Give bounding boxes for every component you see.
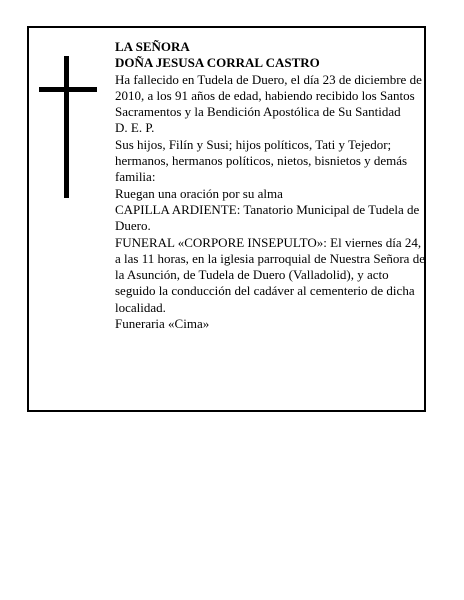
cross-icon (39, 56, 97, 198)
dep-line: D. E. P. (115, 120, 155, 136)
notice-text (115, 39, 425, 332)
prayer-request: Ruegan una oración por su alma (115, 185, 283, 201)
deceased-name: DOÑA JESUSA CORRAL CASTRO (115, 55, 320, 71)
funeral-home: Funeraria «Cima» (115, 316, 210, 332)
obituary-notice (27, 26, 426, 412)
notice-title: LA SEÑORA (115, 39, 190, 54)
cross-horizontal-bar (39, 87, 97, 92)
chapel-info: CAPILLA ARDIENTE: Tanatorio Municipal de Tudela de Duero. (115, 201, 420, 234)
death-statement: Ha fallecido en Tudela de Duero, el día 23 de diciembre de 2010, a los 91 años de edad, habiendo recibido los Santos Sacramentos y la Bendición Apostólica de Su Santidad (115, 71, 422, 120)
cross-vertical-bar (64, 56, 69, 198)
family-line: Sus hijos, Filín y Susi; hijos políticos, Tati y Tejedor; hermanos, hermanos políticos, nietos, bisnietos y demás familia: (115, 136, 408, 185)
funeral-info: FUNERAL «CORPORE INSEPULTO»: El viernes día 24, a las 11 horas, en la iglesia parroquial de Nuestra Señora de la Asunción, de Tudela de Duero (Valladolid), y acto seguido la conducción del cadáver al cementerio de dicha localidad. (115, 234, 425, 315)
